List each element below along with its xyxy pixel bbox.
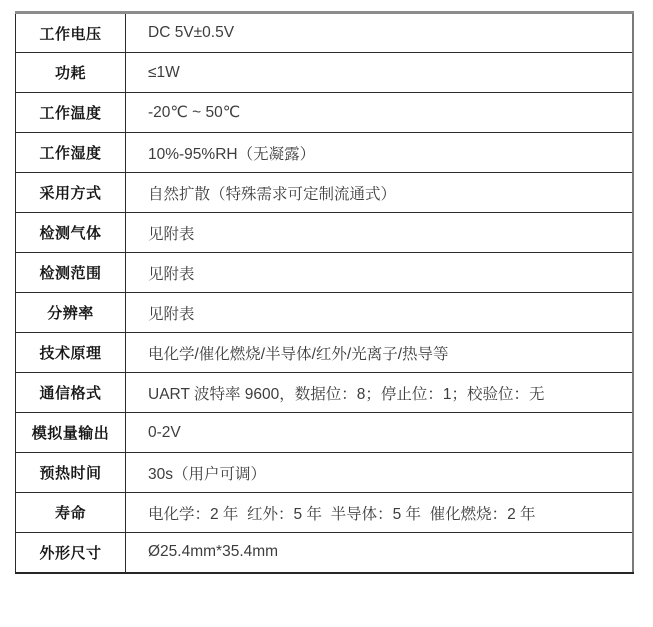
spec-label: 技术原理: [16, 333, 126, 373]
table-row: [16, 133, 633, 173]
spec-label: 工作温度: [16, 93, 126, 133]
spec-value: 0-2V: [126, 413, 633, 453]
spec-value: DC 5V±0.5V: [126, 13, 633, 53]
spec-table: [15, 11, 634, 574]
spec-value: 10%-95%RH（无凝露）: [126, 133, 633, 173]
table-row: [16, 493, 633, 533]
spec-label: 采用方式: [16, 173, 126, 213]
spec-label: 分辨率: [16, 293, 126, 333]
table-row: [16, 93, 633, 133]
table-row: [16, 53, 633, 93]
table-row: [16, 533, 633, 573]
spec-value: 见附表: [126, 293, 633, 333]
table-row: [16, 293, 633, 333]
table-row: [16, 173, 633, 213]
spec-label: 检测气体: [16, 213, 126, 253]
spec-label: 检测范围: [16, 253, 126, 293]
spec-label: 预热时间: [16, 453, 126, 493]
spec-table-body: [16, 13, 633, 573]
table-row: [16, 453, 633, 493]
spec-value: ≤1W: [126, 53, 633, 93]
spec-value: 见附表: [126, 253, 633, 293]
table-row: [16, 213, 633, 253]
spec-value: UART 波特率 9600，数据位：8；停止位：1；校验位：无: [126, 373, 633, 413]
spec-label: 工作电压: [16, 13, 126, 53]
spec-value: 30s（用户可调）: [126, 453, 633, 493]
spec-label: 寿命: [16, 493, 126, 533]
table-row: [16, 373, 633, 413]
spec-label: 通信格式: [16, 373, 126, 413]
spec-value: 自然扩散（特殊需求可定制流通式）: [126, 173, 633, 213]
table-row: [16, 253, 633, 293]
spec-value: 电化学：2 年 红外：5 年 半导体：5 年 催化燃烧：2 年: [126, 493, 633, 533]
spec-label: 工作湿度: [16, 133, 126, 173]
spec-value: -20℃ ~ 50℃: [126, 93, 633, 133]
spec-value: Ø25.4mm*35.4mm: [126, 533, 633, 573]
spec-label: 功耗: [16, 53, 126, 93]
spec-value: 电化学/催化燃烧/半导体/红外/光离子/热导等: [126, 333, 633, 373]
spec-label: 外形尺寸: [16, 533, 126, 573]
table-row: [16, 333, 633, 373]
spec-value: 见附表: [126, 213, 633, 253]
table-row: [16, 13, 633, 53]
table-row: [16, 413, 633, 453]
spec-label: 模拟量输出: [16, 413, 126, 453]
